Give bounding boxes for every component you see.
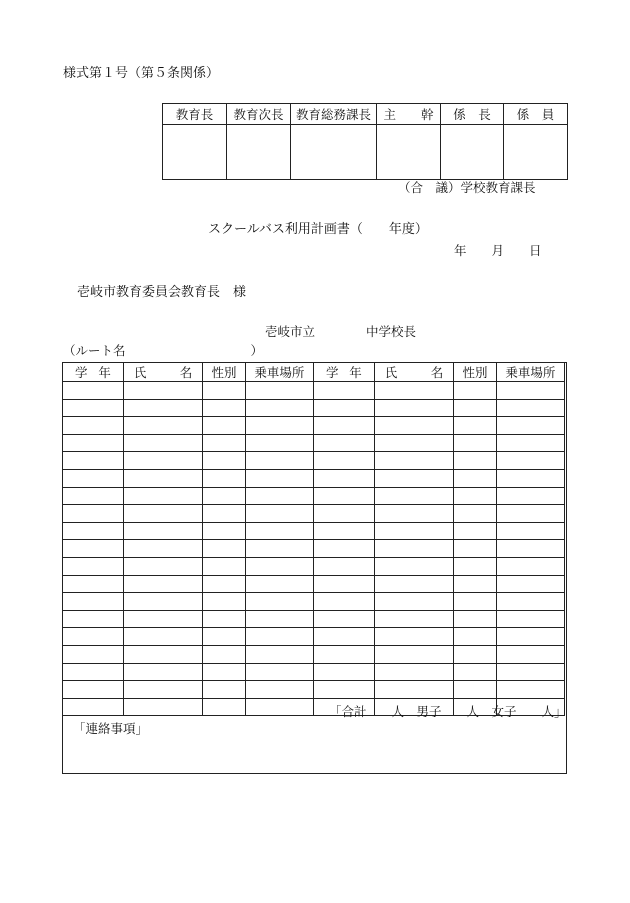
table-row xyxy=(63,417,565,435)
roster-cell[interactable] xyxy=(454,540,497,558)
roster-cell[interactable] xyxy=(454,575,497,593)
approval-header-section-chief: 係 長 xyxy=(441,104,504,125)
roster-cell[interactable] xyxy=(203,628,246,646)
roster-cell[interactable] xyxy=(313,610,374,628)
table-row xyxy=(63,610,565,628)
roster-cell[interactable] xyxy=(123,505,202,523)
header-name-left: 氏 名 xyxy=(123,363,202,382)
roster-cell[interactable] xyxy=(313,540,374,558)
roster-cell[interactable] xyxy=(374,663,453,681)
roster-cell[interactable] xyxy=(374,645,453,663)
header-grade-left: 学 年 xyxy=(63,363,124,382)
roster-cell[interactable] xyxy=(454,399,497,417)
roster-cell[interactable] xyxy=(245,557,313,575)
roster-cell[interactable] xyxy=(313,382,374,400)
table-row xyxy=(63,452,565,470)
roster-cell[interactable] xyxy=(123,663,202,681)
roster-cell[interactable] xyxy=(454,452,497,470)
table-row xyxy=(63,663,565,681)
sender-school: 中学校長 xyxy=(366,324,417,339)
roster-cell[interactable] xyxy=(374,593,453,611)
table-row xyxy=(63,593,565,611)
roster-cell[interactable] xyxy=(313,557,374,575)
roster-cell[interactable] xyxy=(63,557,124,575)
roster-cell[interactable] xyxy=(496,593,564,611)
roster-cell[interactable] xyxy=(123,593,202,611)
roster-cell[interactable] xyxy=(496,522,564,540)
roster-cell[interactable] xyxy=(63,469,124,487)
plan-title: スクールバス利用計画書（ 年度） xyxy=(208,222,428,237)
header-name-right: 氏 名 xyxy=(374,363,453,382)
header-boarding-right: 乗車場所 xyxy=(496,363,564,382)
roster-cell[interactable] xyxy=(123,681,202,699)
approval-seal-box[interactable] xyxy=(227,125,291,180)
roster-cell[interactable] xyxy=(63,575,124,593)
header-grade-right: 学 年 xyxy=(313,363,374,382)
roster-cell[interactable] xyxy=(63,487,124,505)
roster-cell[interactable] xyxy=(454,382,497,400)
roster-cell[interactable] xyxy=(454,522,497,540)
roster-cell[interactable] xyxy=(496,434,564,452)
roster-cell[interactable] xyxy=(123,382,202,400)
roster-cell[interactable] xyxy=(374,610,453,628)
roster-cell[interactable] xyxy=(496,469,564,487)
roster-cell[interactable] xyxy=(245,452,313,470)
roster-cell[interactable] xyxy=(203,575,246,593)
roster-cell[interactable] xyxy=(123,557,202,575)
roster-cell[interactable] xyxy=(123,434,202,452)
roster-cell[interactable] xyxy=(123,628,202,646)
roster-cell[interactable] xyxy=(245,434,313,452)
roster-cell[interactable] xyxy=(245,399,313,417)
roster-cell[interactable] xyxy=(374,417,453,435)
roster-cell[interactable] xyxy=(123,452,202,470)
table-row xyxy=(63,469,565,487)
roster-cell[interactable] xyxy=(203,434,246,452)
roster-cell[interactable] xyxy=(203,593,246,611)
table-row xyxy=(63,681,565,699)
table-row xyxy=(63,557,565,575)
roster-cell[interactable] xyxy=(245,575,313,593)
roster-cell[interactable] xyxy=(454,628,497,646)
roster-cell[interactable] xyxy=(203,417,246,435)
roster-cell[interactable] xyxy=(203,610,246,628)
roster-cell[interactable] xyxy=(454,505,497,523)
roster-cell[interactable] xyxy=(313,663,374,681)
council-note: （合 議）学校教育課長 xyxy=(398,180,536,195)
roster-cell[interactable] xyxy=(63,698,124,716)
table-row xyxy=(63,645,565,663)
route-name: （ルート名 ） xyxy=(63,343,264,358)
header-gender-left: 性別 xyxy=(203,363,246,382)
approval-seal-box[interactable] xyxy=(291,125,377,180)
roster-cell[interactable] xyxy=(313,522,374,540)
roster-cell[interactable] xyxy=(245,540,313,558)
roster-cell[interactable] xyxy=(245,593,313,611)
roster-cell[interactable] xyxy=(496,557,564,575)
roster-cell[interactable] xyxy=(313,399,374,417)
table-row xyxy=(63,628,565,646)
roster-cell[interactable] xyxy=(374,557,453,575)
sender-city: 壱岐市立 xyxy=(265,324,316,339)
roster-cell[interactable] xyxy=(203,645,246,663)
roster-cell[interactable] xyxy=(123,575,202,593)
roster-body xyxy=(63,382,565,716)
student-roster-table xyxy=(62,362,565,716)
approval-seal-box[interactable] xyxy=(377,125,441,180)
roster-cell[interactable] xyxy=(374,382,453,400)
roster-cell[interactable] xyxy=(245,487,313,505)
roster-cell[interactable] xyxy=(63,610,124,628)
roster-cell[interactable] xyxy=(63,681,124,699)
roster-cell[interactable] xyxy=(496,399,564,417)
roster-cell[interactable] xyxy=(245,469,313,487)
roster-cell[interactable] xyxy=(203,505,246,523)
roster-cell[interactable] xyxy=(313,452,374,470)
roster-cell[interactable] xyxy=(496,452,564,470)
roster-cell[interactable] xyxy=(203,522,246,540)
roster-cell[interactable] xyxy=(63,593,124,611)
roster-cell[interactable] xyxy=(454,663,497,681)
roster-cell[interactable] xyxy=(454,610,497,628)
roster-cell[interactable] xyxy=(496,645,564,663)
approval-seal-box[interactable] xyxy=(163,125,227,180)
roster-cell[interactable] xyxy=(496,382,564,400)
table-row xyxy=(63,575,565,593)
roster-cell[interactable] xyxy=(313,505,374,523)
roster-cell[interactable] xyxy=(374,628,453,646)
roster-cell[interactable] xyxy=(374,540,453,558)
roster-cell[interactable] xyxy=(63,452,124,470)
roster-cell[interactable] xyxy=(313,417,374,435)
table-row xyxy=(63,487,565,505)
roster-cell[interactable] xyxy=(123,540,202,558)
roster-cell[interactable] xyxy=(374,399,453,417)
roster-cell[interactable] xyxy=(454,417,497,435)
approval-stamp-table xyxy=(162,103,568,180)
form-number: 様式第１号（第５条関係） xyxy=(63,66,220,81)
roster-cell[interactable] xyxy=(245,645,313,663)
roster-cell[interactable] xyxy=(63,399,124,417)
roster-cell[interactable] xyxy=(123,610,202,628)
roster-cell[interactable] xyxy=(63,382,124,400)
roster-cell[interactable] xyxy=(313,469,374,487)
approval-header-superintendent: 教育長 xyxy=(163,104,227,125)
addressee: 壱岐市教育委員会教育長 様 xyxy=(77,285,247,300)
roster-cell[interactable] xyxy=(63,417,124,435)
roster-cell[interactable] xyxy=(203,399,246,417)
table-row xyxy=(63,434,565,452)
header-gender-right: 性別 xyxy=(454,363,497,382)
roster-cell[interactable] xyxy=(374,469,453,487)
plan-date: 年 月 日 xyxy=(454,243,542,258)
roster-cell[interactable] xyxy=(245,628,313,646)
roster-cell[interactable] xyxy=(454,645,497,663)
table-row xyxy=(63,399,565,417)
roster-cell[interactable] xyxy=(63,505,124,523)
approval-header-general-affairs-chief: 教育総務課長 xyxy=(291,104,377,125)
roster-cell[interactable] xyxy=(245,417,313,435)
roster-cell[interactable] xyxy=(374,487,453,505)
roster-form xyxy=(62,362,567,774)
roster-cell[interactable] xyxy=(245,382,313,400)
approval-header-staff: 係 員 xyxy=(504,104,568,125)
roster-cell[interactable] xyxy=(63,628,124,646)
roster-cell[interactable] xyxy=(374,505,453,523)
roster-cell[interactable] xyxy=(454,593,497,611)
roster-cell[interactable] xyxy=(313,434,374,452)
roster-cell[interactable] xyxy=(123,698,202,716)
roster-cell[interactable] xyxy=(203,698,246,716)
roster-cell[interactable] xyxy=(496,681,564,699)
roster-cell[interactable] xyxy=(203,681,246,699)
table-row xyxy=(63,522,565,540)
totals-summary: 「合計 人 男子 人 女子 人」 xyxy=(329,704,567,719)
roster-cell[interactable] xyxy=(313,628,374,646)
roster-cell[interactable] xyxy=(123,469,202,487)
roster-cell[interactable] xyxy=(123,487,202,505)
roster-cell[interactable] xyxy=(496,540,564,558)
roster-cell[interactable] xyxy=(203,469,246,487)
roster-cell[interactable] xyxy=(203,452,246,470)
roster-cell[interactable] xyxy=(203,557,246,575)
roster-cell[interactable] xyxy=(203,382,246,400)
roster-cell[interactable] xyxy=(454,557,497,575)
roster-cell[interactable] xyxy=(63,434,124,452)
roster-cell[interactable] xyxy=(63,522,124,540)
roster-cell[interactable] xyxy=(245,610,313,628)
roster-cell[interactable] xyxy=(374,522,453,540)
roster-cell[interactable] xyxy=(374,575,453,593)
roster-cell[interactable] xyxy=(203,540,246,558)
roster-cell[interactable] xyxy=(454,487,497,505)
approval-header-supervisor: 主 幹 xyxy=(377,104,441,125)
roster-cell[interactable] xyxy=(496,505,564,523)
roster-cell[interactable] xyxy=(496,487,564,505)
table-row xyxy=(63,382,565,400)
roster-cell[interactable] xyxy=(313,487,374,505)
roster-cell[interactable] xyxy=(496,628,564,646)
roster-cell[interactable] xyxy=(313,645,374,663)
roster-cell[interactable] xyxy=(123,417,202,435)
roster-cell[interactable] xyxy=(374,434,453,452)
roster-cell[interactable] xyxy=(496,610,564,628)
roster-cell[interactable] xyxy=(454,681,497,699)
roster-cell[interactable] xyxy=(313,593,374,611)
roster-cell[interactable] xyxy=(374,681,453,699)
roster-cell[interactable] xyxy=(63,663,124,681)
approval-seal-box[interactable] xyxy=(504,125,568,180)
approval-header-deputy: 教育次長 xyxy=(227,104,291,125)
roster-cell[interactable] xyxy=(245,505,313,523)
roster-cell[interactable] xyxy=(123,645,202,663)
roster-cell[interactable] xyxy=(245,698,313,716)
roster-cell[interactable] xyxy=(123,522,202,540)
roster-cell[interactable] xyxy=(496,417,564,435)
roster-cell[interactable] xyxy=(313,575,374,593)
roster-cell[interactable] xyxy=(245,663,313,681)
header-boarding-left: 乗車場所 xyxy=(245,363,313,382)
roster-cell[interactable] xyxy=(245,681,313,699)
notes-label: 「連絡事項」 xyxy=(73,721,149,736)
roster-cell[interactable] xyxy=(203,487,246,505)
roster-cell[interactable] xyxy=(496,663,564,681)
table-row xyxy=(63,505,565,523)
roster-cell[interactable] xyxy=(203,663,246,681)
roster-cell[interactable] xyxy=(63,645,124,663)
roster-cell[interactable] xyxy=(245,522,313,540)
roster-cell[interactable] xyxy=(63,540,124,558)
roster-cell[interactable] xyxy=(496,575,564,593)
approval-seal-box[interactable] xyxy=(441,125,504,180)
roster-cell[interactable] xyxy=(454,434,497,452)
roster-cell[interactable] xyxy=(374,452,453,470)
roster-cell[interactable] xyxy=(454,469,497,487)
roster-cell[interactable] xyxy=(313,681,374,699)
table-row xyxy=(63,540,565,558)
roster-cell[interactable] xyxy=(123,399,202,417)
